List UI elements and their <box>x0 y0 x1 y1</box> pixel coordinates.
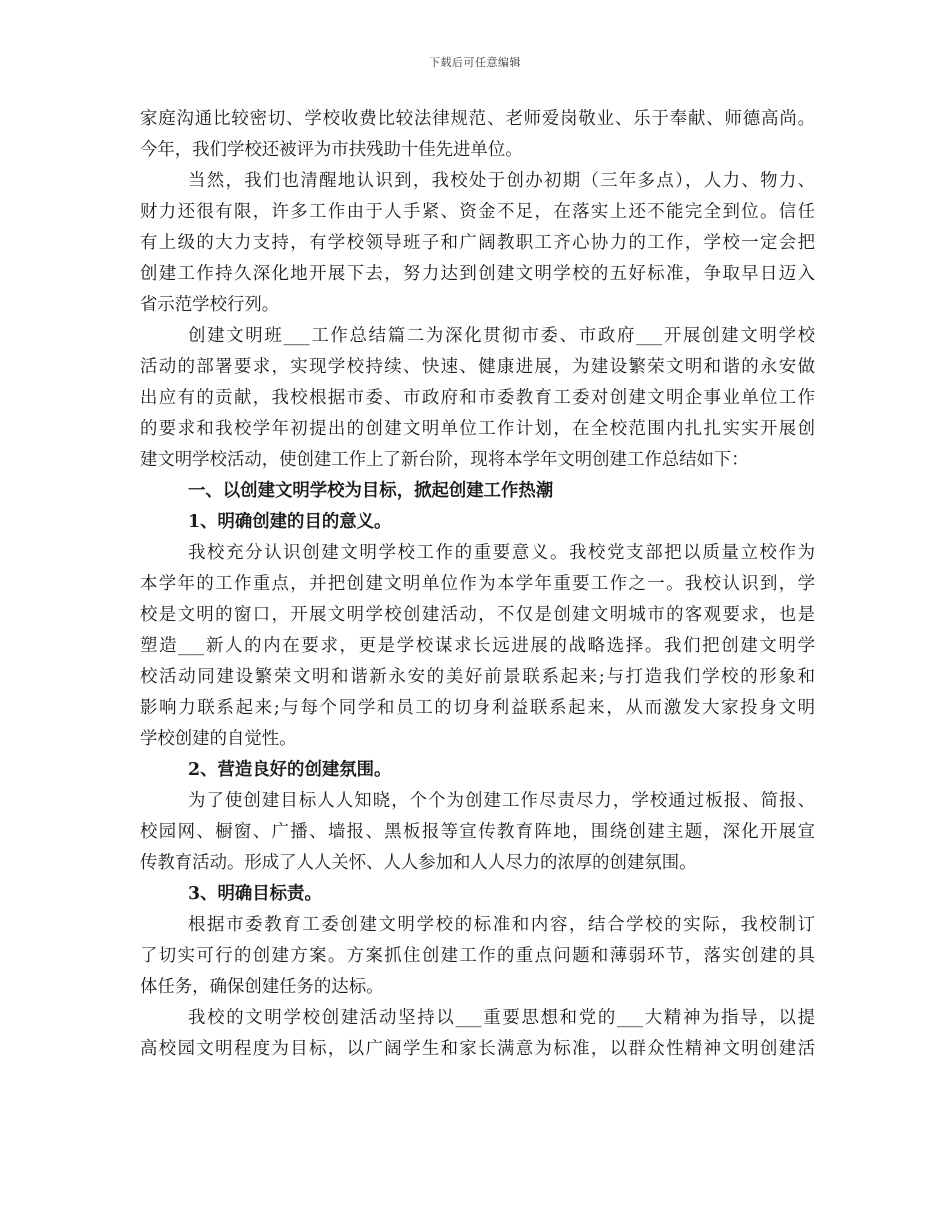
section-heading: 2、营造良好的创建氛围。 <box>188 760 392 780</box>
paragraph-line: 财力还很有限，许多工作由于人手紧、资金不足，在落实上还不能完全到位。信任 <box>140 202 815 222</box>
paragraph-line: 本学年的工作重点，并把创建文明单位作为本学年重要工作之一。我校认识到，学 <box>140 574 815 594</box>
paragraph-line: 我校充分认识创建文明学校工作的重要意义。我校党支部把以质量立校作为 <box>188 543 815 563</box>
paragraph-line: 活动的部署要求，实现学校持续、快速、健康进展，为建设繁荣文明和谐的永安做 <box>140 357 815 377</box>
paragraph-line: 我校的文明学校创建活动坚持以___重要思想和党的___大精神为指导，以提 <box>188 1008 815 1028</box>
paragraph-line: 影响力联系起来;与每个同学和员工的切身利益联系起来，从而激发大家投身文明 <box>140 698 815 718</box>
paragraph-line: 建文明学校活动，使创建工作上了新台阶，现将本学年文明创建工作总结如下： <box>140 450 749 470</box>
paragraph-line: 当然，我们也清醒地认识到，我校处于创办初期（三年多点），人力、物力、 <box>188 171 815 191</box>
paragraph-line: 根据市委教育工委创建文明学校的标准和内容，结合学校的实际，我校制订 <box>188 915 815 935</box>
paragraph-line: 传教育活动。形成了人人关怀、人人参加和人人尽力的浓厚的创建氛围。 <box>140 853 697 873</box>
paragraph-line: 的要求和我校学年初提出的创建文明单位工作计划，在全校范围内扎扎实实开展创 <box>140 419 815 439</box>
section-heading: 一、以创建文明学校为目标，掀起创建工作热潮 <box>188 481 554 501</box>
paragraph-line: 今年，我们学校还被评为市扶残助十佳先进单位。 <box>140 140 523 160</box>
paragraph-line: 塑造___新人的内在要求，更是学校谋求长远进展的战略选择。我们把创建文明学 <box>140 636 815 656</box>
paragraph-line: 省示范学校行列。 <box>140 295 280 315</box>
paragraph-line: 高校园文明程度为目标，以广阔学生和家长满意为标准，以群众性精神文明创建活 <box>140 1039 815 1059</box>
paragraph-line: 创建工作持久深化地开展下去，努力达到创建文明学校的五好标准，争取早日迈入 <box>140 264 815 284</box>
document-body <box>140 104 815 1065</box>
page-header: 下载后可任意编辑 <box>429 56 521 69</box>
paragraph-line: 创建文明班___工作总结篇二为深化贯彻市委、市政府___开展创建文明学校 <box>188 326 815 346</box>
paragraph-line: 校是文明的窗口，开展文明学校创建活动，不仅是创建文明城市的客观要求，也是 <box>140 605 815 625</box>
paragraph-line: 校活动同建设繁荣文明和谐新永安的美好前景联系起来;与打造我们学校的形象和 <box>140 667 815 687</box>
paragraph-line: 校园网、橱窗、广播、墙报、黑板报等宣传教育阵地，围绕创建主题，深化开展宣 <box>140 822 815 842</box>
paragraph-line: 家庭沟通比较密切、学校收费比较法律规范、老师爱岗敬业、乐于奉献、师德高尚。 <box>140 109 815 129</box>
section-heading: 1、明确创建的目的意义。 <box>188 512 392 532</box>
section-heading: 3、明确目标责。 <box>188 884 322 904</box>
paragraph-line: 体任务，确保创建任务的达标。 <box>140 977 384 997</box>
paragraph-line: 学校创建的自觉性。 <box>140 729 297 749</box>
paragraph-line: 了切实可行的创建方案。方案抓住创建工作的重点问题和薄弱环节，落实创建的具 <box>140 946 815 966</box>
paragraph-line: 出应有的贡献，我校根据市委、市政府和市委教育工委对创建文明企事业单位工作 <box>140 388 815 408</box>
paragraph-line: 为了使创建目标人人知晓，个个为创建工作尽责尽力，学校通过板报、简报、 <box>188 791 815 811</box>
paragraph-line: 有上级的大力支持，有学校领导班子和广阔教职工齐心协力的工作，学校一定会把 <box>140 233 815 253</box>
